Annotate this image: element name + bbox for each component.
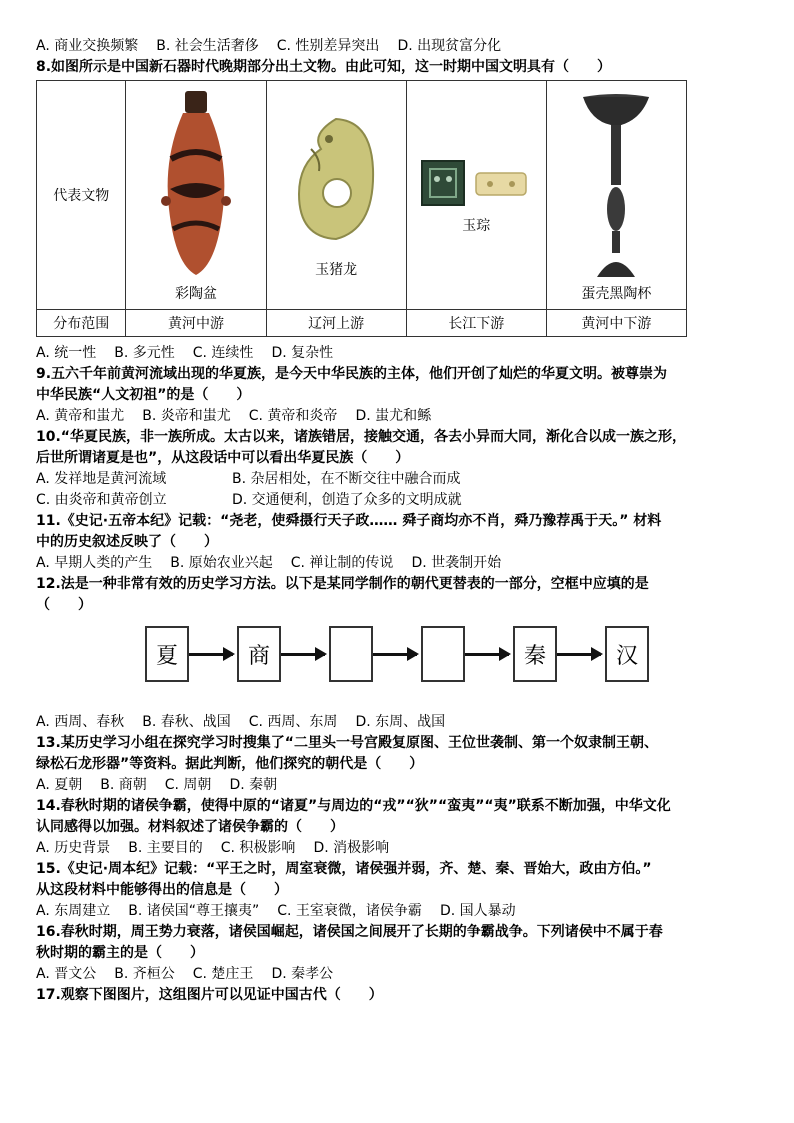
q16-option-c[interactable]: C. 楚庄王 <box>192 966 254 982</box>
jade-pig-dragon-icon <box>291 109 381 259</box>
timeline-box-3-blank[interactable] <box>329 626 373 682</box>
timeline-box-1: 夏 <box>145 626 189 682</box>
q11-option-d[interactable]: D. 世袭制开始 <box>411 555 502 571</box>
q14-stem-line2: 认同感得以加强。材料叙述了诸侯争霸的（ ） <box>36 819 344 835</box>
q7-options <box>36 36 760 57</box>
q12-option-a[interactable]: A. 西周、春秋 <box>36 714 125 730</box>
q15-stem-line1: 15.《史记·周本纪》记载：“平王之时，周室衰微，诸侯强并弱，齐、楚、秦、晋始大，政由方伯。” <box>36 861 652 877</box>
q9-option-c[interactable]: C. 黄帝和炎帝 <box>248 408 338 424</box>
q16-option-a[interactable]: A. 晋文公 <box>36 966 97 982</box>
q11-stem-line2: 中的历史叙述反映了（ ） <box>36 534 218 550</box>
q7-option-c[interactable]: C. 性别差异突出 <box>276 38 380 54</box>
q13-option-a[interactable]: A. 夏朝 <box>36 777 83 793</box>
q10-options-row2 <box>36 490 760 511</box>
q9-option-d[interactable]: D. 蚩尤和鲧 <box>355 408 432 424</box>
q9-option-a[interactable]: A. 黄帝和蚩尤 <box>36 408 125 424</box>
q15-options <box>36 901 760 922</box>
q11-option-b[interactable]: B. 原始农业兴起 <box>170 555 273 571</box>
q12-option-b[interactable]: B. 春秋、战国 <box>142 714 231 730</box>
q15-option-d[interactable]: D. 国人暴动 <box>439 903 516 919</box>
q8-option-d[interactable]: D. 复杂性 <box>271 345 334 361</box>
q13-option-b[interactable]: B. 商朝 <box>100 777 147 793</box>
q12-option-d[interactable]: D. 东周、战国 <box>355 714 446 730</box>
relic-cell-3 <box>406 81 546 310</box>
q10-stem-line1: 10.“华夏民族，非一族所成。太古以来，诸族错居，接触交通，各去小异而大同，渐化合以成一族之形， <box>36 429 686 445</box>
timeline-box-4-blank[interactable] <box>421 626 465 682</box>
q13-stem-line2: 绿松石龙形器”等资料。据此判断，他们探究的朝代是（ ） <box>36 756 424 772</box>
timeline-arrow-4 <box>465 653 509 656</box>
q11-option-c[interactable]: C. 禅让制的传说 <box>290 555 394 571</box>
q12-option-c[interactable]: C. 西周、东周 <box>248 714 338 730</box>
q7-option-d[interactable]: D. 出现贫富分化 <box>397 38 502 54</box>
q9-stem-line1: 9.五六千年前黄河流域出现的华夏族，是今天中华民族的主体，他们开创了灿烂的华夏文明。被尊崇为 <box>36 366 668 382</box>
q16-stem-line1: 16.春秋时期，周王势力衰落，诸侯国崛起，诸侯国之间展开了长期的争霸战争。下列诸侯中不属于春 <box>36 924 663 940</box>
q17-stem-line1: 17.观察下图图片，这组图片可以见证中国古代（ ） <box>36 987 383 1003</box>
q7-option-a[interactable]: A. 商业交换频繁 <box>36 38 139 54</box>
q10-option-c[interactable]: C. 由炎帝和黄帝创立 <box>36 492 167 508</box>
q14-option-a[interactable]: A. 历史背景 <box>36 840 111 856</box>
q11-stem-line1: 11.《史记·五帝本纪》记载：“尧老，使舜摄行天子政…… 舜子商均亦不肖，舜乃豫荐禹于天。” 材料 <box>36 513 662 529</box>
q11-option-a[interactable]: A. 早期人类的产生 <box>36 555 153 571</box>
timeline-arrow-3 <box>373 653 417 656</box>
q9-options <box>36 406 760 427</box>
row-head-relics: 代表文物 <box>37 81 126 310</box>
relic-cell-1 <box>126 81 266 310</box>
q16-options <box>36 964 760 985</box>
q15-option-a[interactable]: A. 东周建立 <box>36 903 111 919</box>
q9-option-b[interactable]: B. 炎帝和蚩尤 <box>142 408 231 424</box>
timeline-box-5: 秦 <box>513 626 557 682</box>
q13-options <box>36 775 760 796</box>
eggshell-black-pottery-cup-icon <box>581 91 651 281</box>
relic-cell-2 <box>266 81 406 310</box>
timeline-box-2: 商 <box>237 626 281 682</box>
q15-option-c[interactable]: C. 王室衰微，诸侯争霸 <box>277 903 422 919</box>
q14-option-d[interactable]: D. 消极影响 <box>313 840 390 856</box>
relic-region-1: 黄河中游 <box>126 310 266 337</box>
q8-stem: 8.如图所示是中国新石器时代晚期部分出土文物。由此可知，这一时期中国文明具有（ ） <box>36 59 612 75</box>
q10-option-d[interactable]: D. 交通便利，创造了众多的文明成就 <box>232 492 462 508</box>
dynasty-timeline <box>145 626 760 706</box>
relic-name-2: 玉猪龙 <box>315 262 358 278</box>
q9-stem-line2: 中华民族“人文初祖”的是（ ） <box>36 387 251 403</box>
q12-stem-line2: （ ） <box>36 597 92 613</box>
timeline-arrow-1 <box>189 653 233 656</box>
q10-option-b[interactable]: B. 杂居相处，在不断交往中融合而成 <box>232 471 461 487</box>
relic-region-4: 黄河中下游 <box>546 310 686 337</box>
q16-option-d[interactable]: D. 秦孝公 <box>271 966 334 982</box>
q15-stem-line2: 从这段材料中能够得出的信息是（ ） <box>36 882 288 898</box>
q14-option-b[interactable]: B. 主要目的 <box>128 840 203 856</box>
relic-region-2: 辽河上游 <box>266 310 406 337</box>
relic-name-4: 蛋壳黑陶杯 <box>581 286 652 302</box>
q10-option-a[interactable]: A. 发祥地是黄河流域 <box>36 471 167 487</box>
relic-cell-4 <box>546 81 686 310</box>
q8-option-b[interactable]: B. 多元性 <box>114 345 175 361</box>
q14-stem-line1: 14.春秋时期的诸侯争霸，使得中原的“诸夏”与周边的“戎”“狄”“蛮夷”“夷”联系不断加强，中华文化 <box>36 798 671 814</box>
q10-stem-line2: 后世所谓诸夏是也”，从这段话中可以看出华夏民族（ ） <box>36 450 410 466</box>
q8-option-a[interactable]: A. 统一性 <box>36 345 97 361</box>
q13-stem-line1: 13.某历史学习小组在探究学习时搜集了“二里头一号宫殿复原图、王位世袭制、第一个奴隶制王朝、 <box>36 735 658 751</box>
q12-stem-line1: 12.法是一种非常有效的历史学习方法。以下是某同学制作的朝代更替表的一部分，空框中应填的是 <box>36 576 649 592</box>
timeline-arrow-5 <box>557 653 601 656</box>
row-head-region: 分布范围 <box>37 310 126 337</box>
exam-page <box>36 36 760 1006</box>
q12-options <box>36 712 760 733</box>
q16-option-b[interactable]: B. 齐桓公 <box>114 966 175 982</box>
q8-option-c[interactable]: C. 连续性 <box>192 345 254 361</box>
q13-option-d[interactable]: D. 秦朝 <box>229 777 278 793</box>
q13-option-c[interactable]: C. 周朝 <box>164 777 212 793</box>
q14-option-c[interactable]: C. 积极影响 <box>220 840 296 856</box>
q7-option-b[interactable]: B. 社会生活奢侈 <box>156 38 259 54</box>
jade-cong-icon <box>420 159 532 209</box>
relic-name-1: 彩陶盆 <box>175 286 218 302</box>
q14-options <box>36 838 760 859</box>
q8-options <box>36 343 760 364</box>
q11-options <box>36 553 760 574</box>
painted-pottery-icon <box>161 89 231 279</box>
q10-options-row1 <box>36 469 760 490</box>
relic-name-3: 玉琮 <box>462 218 491 234</box>
timeline-arrow-2 <box>281 653 325 656</box>
q15-option-b[interactable]: B. 诸侯国“尊王攘夷” <box>128 903 260 919</box>
q16-stem-line2: 秋时期的霸主的是（ ） <box>36 945 204 961</box>
timeline-box-6: 汉 <box>605 626 649 682</box>
relic-region-3: 长江下游 <box>406 310 546 337</box>
relics-table <box>36 80 687 337</box>
